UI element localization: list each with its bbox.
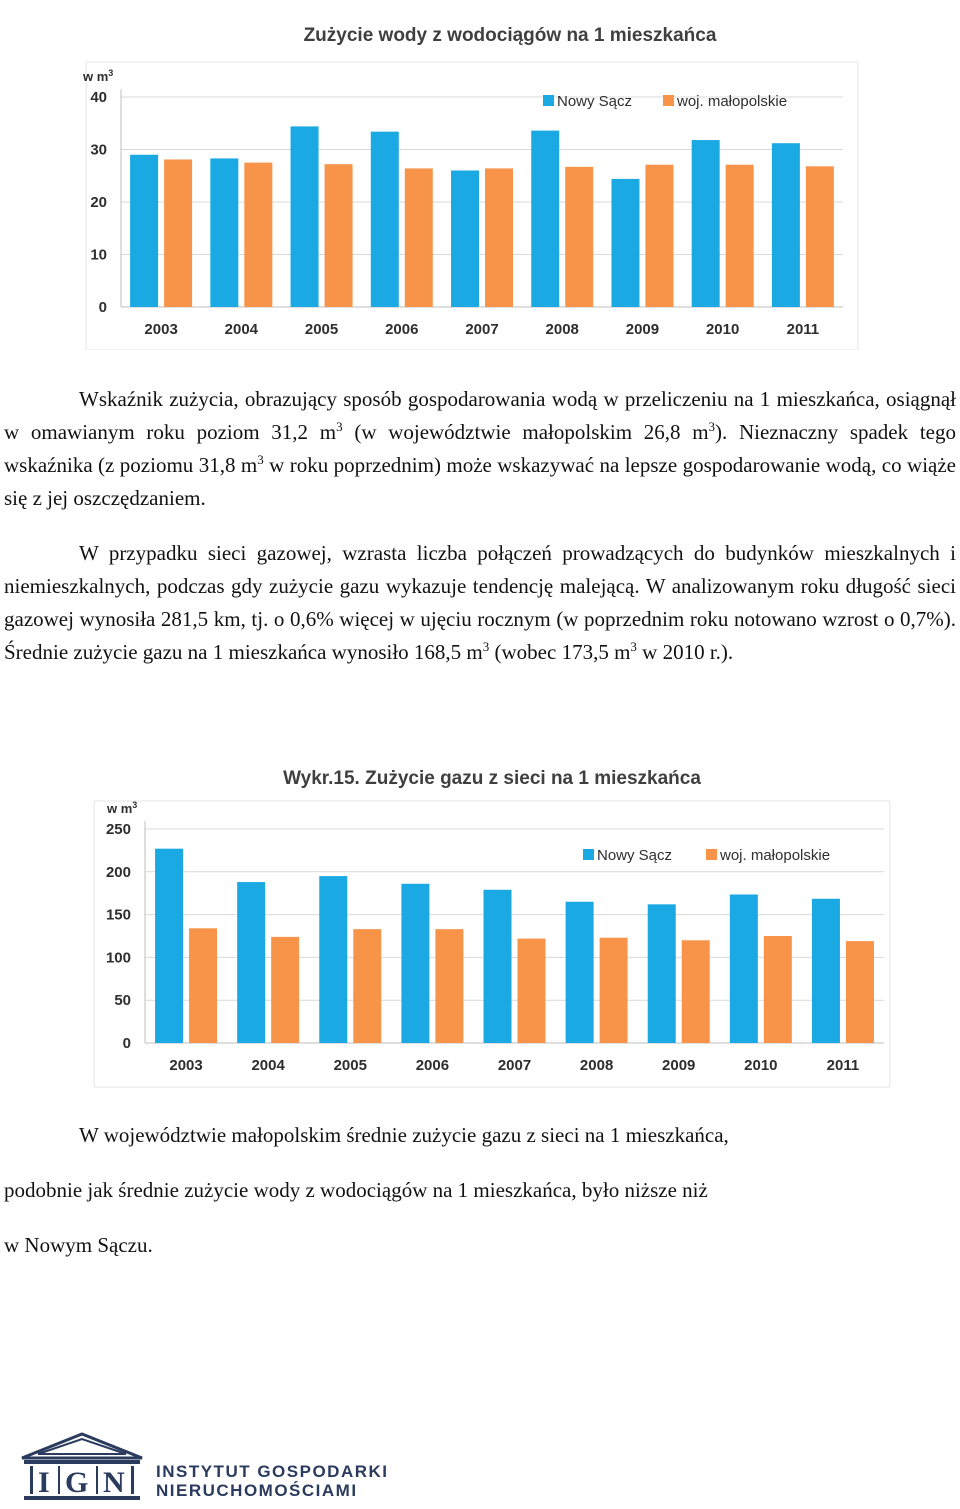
x-tick-label: 2006 xyxy=(415,1057,450,1074)
legend-label: woj. małopolskie xyxy=(720,847,831,864)
bar-nowy-sacz xyxy=(210,158,238,307)
superscript: 3 xyxy=(482,639,490,654)
bar-malopolskie xyxy=(485,168,513,307)
y-tick-label: 20 xyxy=(90,194,107,211)
x-tick-label: 2004 xyxy=(224,321,259,338)
bar-nowy-sacz xyxy=(730,894,758,1043)
x-tick-label: 2011 xyxy=(786,321,820,338)
bar-nowy-sacz xyxy=(237,882,265,1043)
x-tick-label: 2007 xyxy=(497,1057,532,1074)
x-tick-label: 2009 xyxy=(662,1057,696,1074)
legend-label: Nowy Sącz xyxy=(557,93,633,110)
x-tick-label: 2004 xyxy=(251,1057,285,1074)
x-tick-label: 2005 xyxy=(333,1057,367,1074)
legend-label: woj. małopolskie xyxy=(677,93,788,110)
y-tick-label: 30 xyxy=(90,141,107,159)
y-tick-label: 250 xyxy=(105,821,131,838)
bar-nowy-sacz xyxy=(772,143,800,307)
bar-malopolskie xyxy=(565,167,593,307)
paragraph-water-text-b: (w województwie małopolskim 26,8 m xyxy=(342,420,709,444)
logo-line-1: INSTYTUT GOSPODARKI xyxy=(156,1462,389,1481)
paragraph-gas-text-a: W przypadku sieci gazowej, wzrasta liczba połączeń prowadzących do budynków mieszkalnych i niemieszkalnych, podczas gdy zużycie gazu wykazuje tendencję malejącą. W analizowanym roku długość sieci gazowej wynosiła 281,5 km, tj. o 0,6% więcej w ujęciu rocznym (w poprzednim roku notowano wzrost o 0,7%). Średnie zużycie gazu na 1 mieszkańca wynosiło 168,5 m xyxy=(4,541,956,664)
summary-line-1-text: W województwie małopolskim średnie zużycie gazu z sieci na 1 mieszkańca, xyxy=(79,1123,729,1147)
y-axis-unit-sup: 3 xyxy=(132,800,138,810)
bar-malopolskie xyxy=(806,166,834,307)
logo-letter-g: G xyxy=(65,1466,89,1499)
bar-malopolskie xyxy=(189,928,217,1043)
logo-letter-i: I xyxy=(38,1466,50,1499)
bar-malopolskie xyxy=(353,929,381,1043)
water-chart-svg xyxy=(0,0,960,350)
x-tick-label: 2008 xyxy=(545,321,579,338)
bar-nowy-sacz xyxy=(566,902,594,1043)
bar-malopolskie xyxy=(518,939,546,1043)
gas-chart-svg xyxy=(0,745,960,1090)
paragraph-gas xyxy=(4,537,956,669)
bar-malopolskie xyxy=(726,165,754,307)
bar-malopolskie xyxy=(682,940,710,1043)
bar-nowy-sacz xyxy=(812,899,840,1043)
y-tick-label: 150 xyxy=(105,906,131,924)
legend-swatch-nowy-sacz xyxy=(583,849,594,860)
bar-malopolskie xyxy=(764,936,792,1043)
y-axis-unit-sup: 3 xyxy=(108,68,114,78)
bar-malopolskie xyxy=(645,165,673,307)
y-tick-label: 40 xyxy=(90,89,107,106)
bar-nowy-sacz xyxy=(451,171,479,308)
bar-nowy-sacz xyxy=(611,179,639,307)
y-axis-unit: w $m^3$ xyxy=(83,68,114,84)
y-tick-label: 10 xyxy=(90,246,107,264)
bar-nowy-sacz xyxy=(401,884,429,1043)
x-tick-label: 2003 xyxy=(144,321,178,338)
x-tick-label: 2003 xyxy=(169,1057,203,1074)
y-axis-unit: w $m^3$ xyxy=(107,800,138,816)
x-tick-label: 2006 xyxy=(385,321,419,338)
bar-malopolskie xyxy=(600,938,628,1043)
y-tick-label: 50 xyxy=(114,992,131,1010)
superscript: 3 xyxy=(336,419,343,434)
bar-malopolskie xyxy=(271,937,299,1043)
summary-line-2: podobnie jak średnie zużycie wody z wodociągów na 1 mieszkańca, było niższe niż xyxy=(4,1178,708,1202)
y-tick-label: 200 xyxy=(105,863,131,881)
chart-title: Zużycie wody z wodociągów na 1 mieszkańca xyxy=(303,25,717,46)
legend-swatch-malopolskie xyxy=(663,95,674,106)
paragraph-summary xyxy=(4,1108,956,1273)
x-tick-label: 2005 xyxy=(304,321,339,338)
logo-letter-n: N xyxy=(103,1466,125,1499)
x-tick-label: 2007 xyxy=(465,321,499,338)
paragraph-water-text-d: w roku poprzednim) może wskazywać na lepsze gospodarowanie wodą, co wiąże się z jej oszczędzaniem. xyxy=(4,453,957,510)
water-chart xyxy=(0,0,960,350)
bar-malopolskie xyxy=(846,941,874,1043)
y-tick-label: 100 xyxy=(105,949,131,967)
superscript: 3 xyxy=(630,639,637,654)
bar-nowy-sacz xyxy=(484,890,512,1043)
bar-nowy-sacz xyxy=(531,131,559,307)
bar-malopolskie xyxy=(325,164,353,307)
x-tick-label: 2009 xyxy=(625,321,660,338)
bar-nowy-sacz xyxy=(371,132,399,307)
logo-text xyxy=(156,1462,389,1500)
ign-building-icon xyxy=(22,1434,142,1500)
paragraph-gas-text-b: (wobec 173,5 m xyxy=(489,640,631,664)
x-tick-label: 2011 xyxy=(826,1057,860,1074)
bar-nowy-sacz xyxy=(692,140,720,307)
legend-swatch-malopolskie xyxy=(706,849,717,860)
x-tick-label: 2010 xyxy=(744,1057,778,1074)
superscript: 3 xyxy=(257,452,264,467)
bar-malopolskie xyxy=(244,163,272,307)
summary-line-1 xyxy=(4,1108,956,1163)
y-tick-label: 0 xyxy=(98,299,107,316)
bar-nowy-sacz xyxy=(155,849,183,1043)
gas-chart xyxy=(0,745,960,1090)
y-tick-label: 0 xyxy=(122,1035,131,1052)
superscript: 3 xyxy=(708,419,716,434)
bar-malopolskie xyxy=(164,159,192,307)
bar-nowy-sacz xyxy=(130,155,158,307)
legend-swatch-nowy-sacz xyxy=(543,95,554,106)
x-tick-label: 2010 xyxy=(705,321,740,338)
x-tick-label: 2008 xyxy=(579,1057,614,1074)
legend-label: Nowy Sącz xyxy=(597,847,673,864)
bar-malopolskie xyxy=(405,168,433,307)
logo-line-2: NIERUCHOMOŚCIAMI xyxy=(156,1481,358,1500)
bar-nowy-sacz xyxy=(319,876,347,1043)
chart-title: Wykr.15. Zużycie gazu z sieci na 1 mieszkańca xyxy=(283,768,701,789)
bar-malopolskie xyxy=(435,929,463,1043)
paragraph-gas-text-c: w 2010 r.). xyxy=(636,640,734,664)
bar-nowy-sacz xyxy=(648,904,676,1043)
paragraph-water-text-a: Wskaźnik zużycia, obrazujący sposób gospodarowania wodą w przeliczeniu na 1 mieszkańca, osiągnął w omawianym roku poziom 31,2 m xyxy=(4,387,956,444)
paragraph-water-text-c: ). Nieznaczny spadek tego wskaźnika (z poziomu 31,8 m xyxy=(4,420,956,477)
paragraph-water xyxy=(4,383,956,515)
bar-nowy-sacz xyxy=(291,126,319,307)
summary-line-3: w Nowym Sączu. xyxy=(4,1233,153,1257)
